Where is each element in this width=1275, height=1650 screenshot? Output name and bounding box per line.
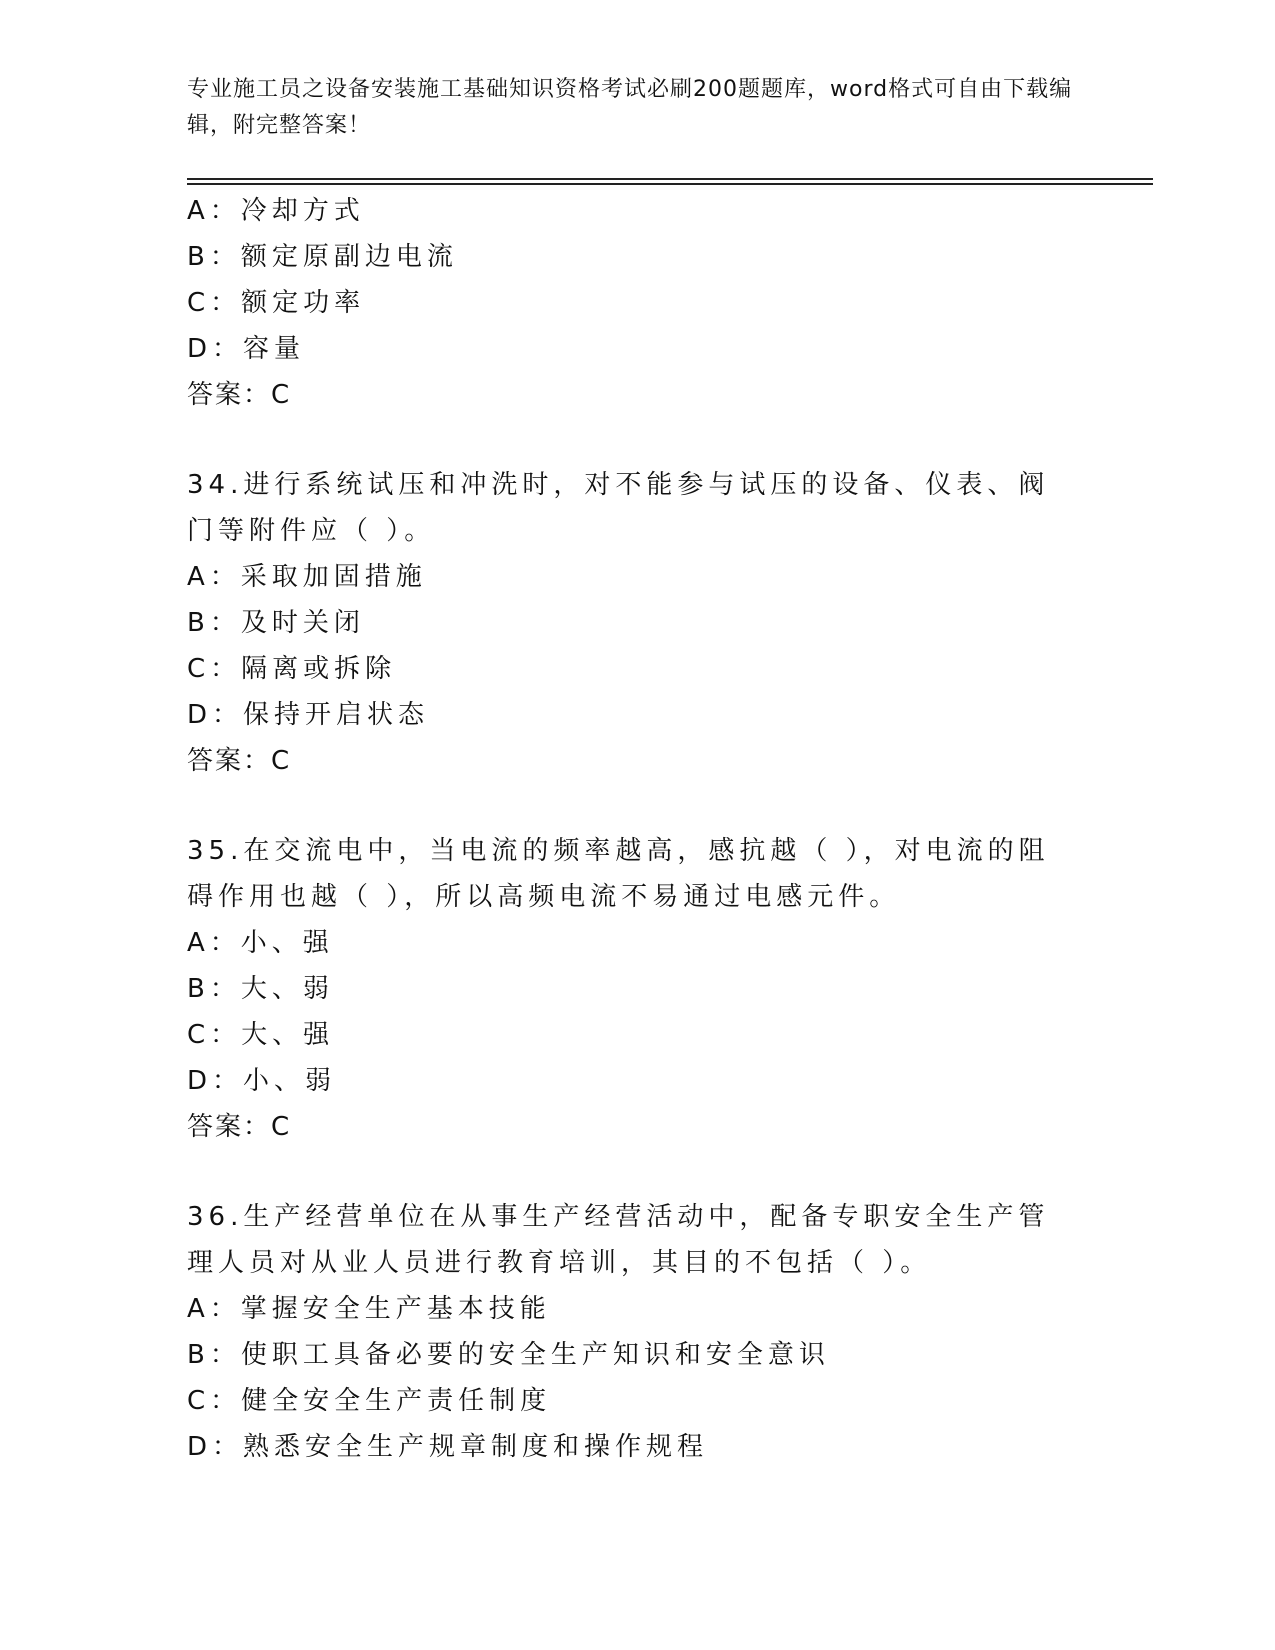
option-c: C：额定功率	[187, 288, 366, 318]
question-text: 35.在交流电中，当电流的频率越高，感抗越（ ），对电流的阻碍作用也越（ ），所以高频电流不易通过电感元件。	[187, 836, 1050, 912]
question-35	[187, 828, 1087, 1150]
option-d: D：小、弱	[187, 1066, 337, 1096]
answer-line: 答案：C	[187, 1112, 292, 1142]
question-text: 34.进行系统试压和冲洗时，对不能参与试压的设备、仪表、阀门等附件应（ ）。	[187, 470, 1050, 546]
question-36	[187, 1194, 1087, 1470]
option-c: C：大、强	[187, 1020, 335, 1050]
question-list	[187, 188, 1087, 1470]
header-divider-top	[187, 178, 1153, 180]
question-text: 36.生产经营单位在从事生产经营活动中，配备专职安全生产管理人员对从业人员进行教育培训，其目的不包括（ ）。	[187, 1202, 1050, 1278]
option-b: B：使职工具备必要的安全生产知识和安全意识	[187, 1340, 830, 1370]
answer-line: 答案：C	[187, 746, 292, 776]
option-a: A：掌握安全生产基本技能	[187, 1294, 551, 1324]
option-d: D：保持开启状态	[187, 700, 430, 730]
option-b: B：额定原副边电流	[187, 242, 458, 272]
option-b: B：及时关闭	[187, 608, 365, 638]
question-33-continued	[187, 188, 1087, 418]
option-c: C：隔离或拆除	[187, 654, 397, 684]
option-a: A：小、强	[187, 928, 334, 958]
answer-line: 答案：C	[187, 380, 292, 410]
option-a: A：冷却方式	[187, 196, 365, 226]
document-header: 专业施工员之设备安装施工基础知识资格考试必刷200题题库，word格式可自由下载编辑，附完整答案！	[187, 77, 1073, 138]
header-divider-bottom	[187, 183, 1153, 185]
option-c: C：健全安全生产责任制度	[187, 1386, 552, 1416]
option-b: B：大、弱	[187, 974, 334, 1004]
option-d: D：熟悉安全生产规章制度和操作规程	[187, 1432, 709, 1462]
option-d: D：容量	[187, 334, 306, 364]
option-a: A：采取加固措施	[187, 562, 427, 592]
question-34	[187, 462, 1087, 784]
